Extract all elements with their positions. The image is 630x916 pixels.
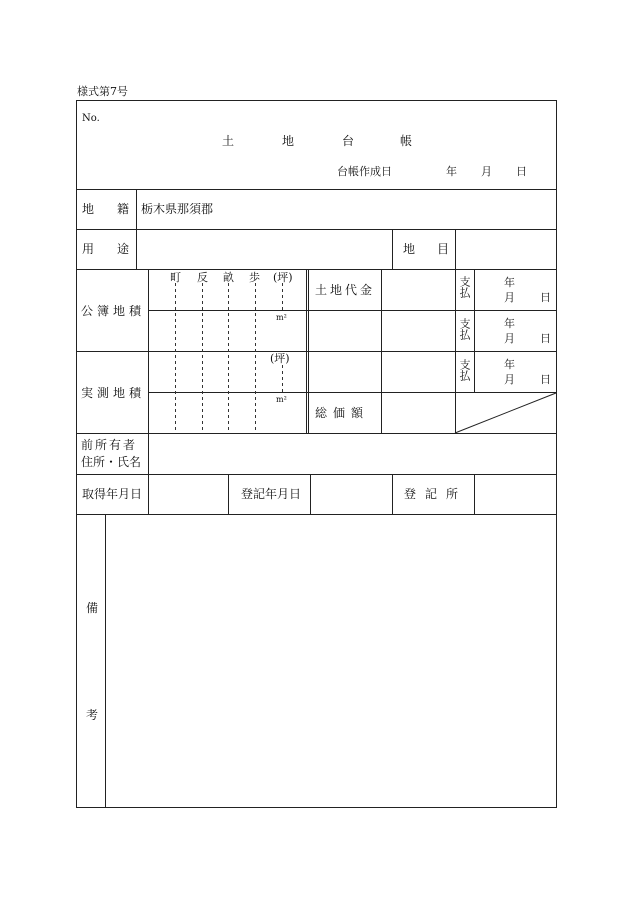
title-char-2: 地 (282, 134, 295, 148)
acquisition-date-label: 取得年月日 (82, 487, 143, 501)
payment-3-month: 月 (504, 373, 515, 386)
yoto-char-2: 途 (117, 242, 130, 256)
jissoku-tsubo-unit: (坪) (270, 352, 290, 365)
payment-label-1: 支払 (458, 276, 471, 298)
unit-tan: 反 (197, 271, 208, 284)
remarks-char-1: 備 (86, 601, 99, 615)
payment-label-3: 支払 (458, 359, 471, 381)
unit-bu: 歩 (249, 271, 260, 284)
previous-owner-label-1: 前所有者 (81, 438, 138, 452)
yoto-char-1: 用 (82, 242, 95, 256)
payment-label-2: 支払 (458, 318, 471, 340)
unit-se: 畝 (223, 271, 234, 284)
unit-tsubo: (坪) (273, 271, 293, 284)
created-day-label: 日 (516, 165, 527, 178)
payment-1-day: 日 (540, 291, 551, 304)
payment-1-year: 年 (504, 276, 515, 289)
kobo-area-label: 公簿地積 (81, 304, 146, 318)
created-month-label: 月 (481, 165, 492, 178)
number-label: No. (82, 113, 100, 124)
payment-3-year: 年 (504, 358, 515, 371)
payment-2-month: 月 (504, 332, 515, 345)
registry-office-label: 登記所 (404, 487, 468, 501)
payment-2-year: 年 (504, 317, 515, 330)
title-char-1: 土 (222, 134, 235, 148)
remarks-char-2: 考 (86, 708, 99, 722)
payment-3-day: 日 (540, 373, 551, 386)
jissoku-sqm-unit: m² (276, 395, 287, 404)
total-price-label: 総価額 (315, 406, 370, 420)
form-number-label: 様式第7号 (77, 85, 128, 98)
chiseki-value: 栃木県那須郡 (141, 202, 214, 216)
chiseki-char-2: 籍 (117, 202, 130, 216)
chimoku-char-1: 地 (403, 242, 416, 256)
unit-cho: 町 (170, 271, 181, 284)
registration-date-label: 登記年月日 (241, 487, 302, 501)
chiseki-char-1: 地 (82, 202, 95, 216)
title-char-3: 台 (342, 134, 355, 148)
kobo-sqm-unit: m² (276, 313, 287, 322)
land-price-label: 土地代金 (315, 283, 376, 297)
jissoku-area-label: 実測地積 (81, 386, 146, 400)
payment-2-day: 日 (540, 332, 551, 345)
payment-1-month: 月 (504, 291, 515, 304)
previous-owner-label-2: 住所・氏名 (81, 455, 142, 469)
title-char-4: 帳 (400, 134, 413, 148)
created-date-label: 台帳作成日 (337, 165, 392, 178)
created-year-label: 年 (446, 165, 457, 178)
chimoku-char-2: 目 (437, 242, 450, 256)
